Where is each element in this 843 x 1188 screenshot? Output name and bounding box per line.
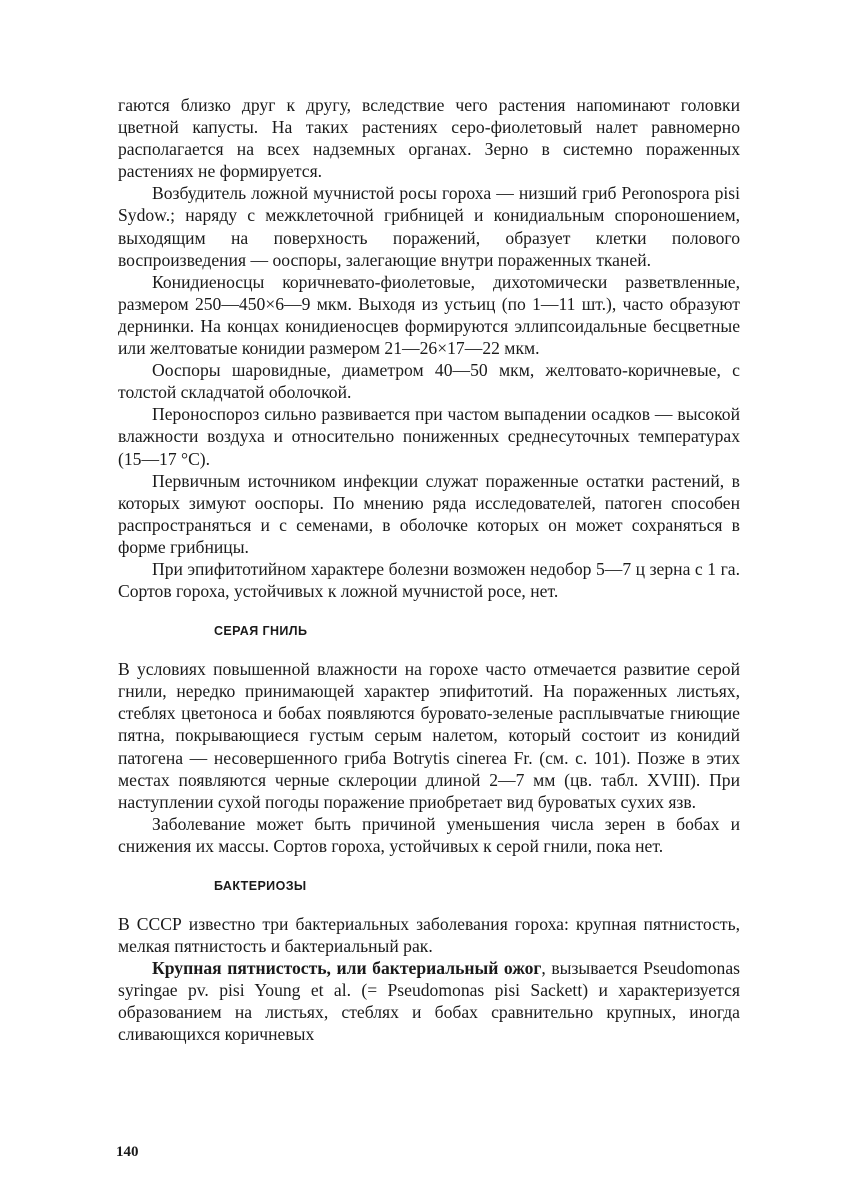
bacterioses-section: [118, 913, 740, 1046]
gray-rot-section: [118, 658, 740, 857]
paragraph: Первичным источником инфекции служат пораженные остатки растений, в которых зимуют ооспоры. По мнению ряда исследователей, патоген способен распространяться и с семенами, в оболочке которых он может сохраняться в форме грибницы.: [118, 470, 740, 557]
paragraph: Ооспоры шаровидные, диаметром 40—50 мкм, желтовато-коричневые, с толстой складчатой оболочкой.: [118, 360, 740, 403]
paragraph: Конидиеносцы коричневато-фиолетовые, дихотомически разветвленные, размером 250—450×6—9 мкм. Выходя из устьиц (по 1—11 шт.), часто образуют дернинки. На концах конидиеносцев формируются эллипсоидальные бесцветные или желтоватые конидии размером 21—26×17—22 мкм.: [118, 271, 740, 359]
paragraph: В условиях повышенной влажности на горохе часто отмечается развитие серой гнили, нередко принимающей характер эпифитотий. На пораженных листьях, стеблях цветоноса и бобах появляются буровато-зеленые расплывчатые гниющие пятна, покрывающиеся густым серым налетом, который состоит из конидий патогена — несовершенного гриба Botrytis cinerea Fr. (см. с. 101). Позже в этих местах появляются черные склероции длиной 2—7 мм (цв. табл. XVIII). При наступлении сухой погоды поражение приобретает вид буроватых сухих язв.: [118, 659, 740, 812]
paragraph: При эпифитотийном характере болезни возможен недобор 5—7 ц зерна с 1 га. Сортов гороха, устойчивых к ложной мучнистой росе, нет.: [118, 558, 740, 602]
paragraph: гаются близко друг к другу, вследствие чего растения напоминают головки цветной капусты. На таких растениях серо-фиолетовый налет равномерно располагается на всех надземных органах. Зерно в системно пораженных растениях не формируется.: [118, 95, 740, 182]
paragraph-text: , вызывается Pseudomonas syringae pv. pisi Young et al. (= Pseudomonas pisi Sackett) и характеризуется образованием на листьях, стеблях и бобах сравнительно крупных, иногда сливающихся коричневых: [118, 958, 740, 1045]
paragraph: Заболевание может быть причиной уменьшения числа зерен в бобах и снижения их массы. Сортов гороха, устойчивых к серой гнили, пока нет.: [118, 813, 740, 856]
paragraph: Возбудитель ложной мучнистой росы гороха — низший гриб Peronospora pisi Sydow.; наряду с межклеточной грибницей и конидиальным спороношением, выходящим на поверхность поражений, образует клетки полового воспроизведения — ооспоры, залегающие внутри пораженных тканей.: [118, 183, 740, 270]
top-paragraphs: [118, 94, 740, 602]
page-content: [118, 94, 740, 1046]
paragraph: [118, 957, 740, 1045]
paragraph: Пероноспороз сильно развивается при частом выпадении осадков — высокой влажности воздуха и относительно пониженных среднесуточных температурах (15—17 °С).: [118, 404, 740, 469]
section-heading-gray-rot: СЕРАЯ ГНИЛЬ: [214, 624, 308, 639]
paragraph: В СССР известно три бактериальных заболевания гороха: крупная пятнистость, мелкая пятнистость и бактериальный рак.: [118, 914, 740, 957]
page-number: 140: [116, 1144, 139, 1160]
bold-term: Крупная пятнистость, или бактериальный ожог: [152, 958, 542, 979]
section-heading-bacterioses: БАКТЕРИОЗЫ: [214, 879, 307, 893]
